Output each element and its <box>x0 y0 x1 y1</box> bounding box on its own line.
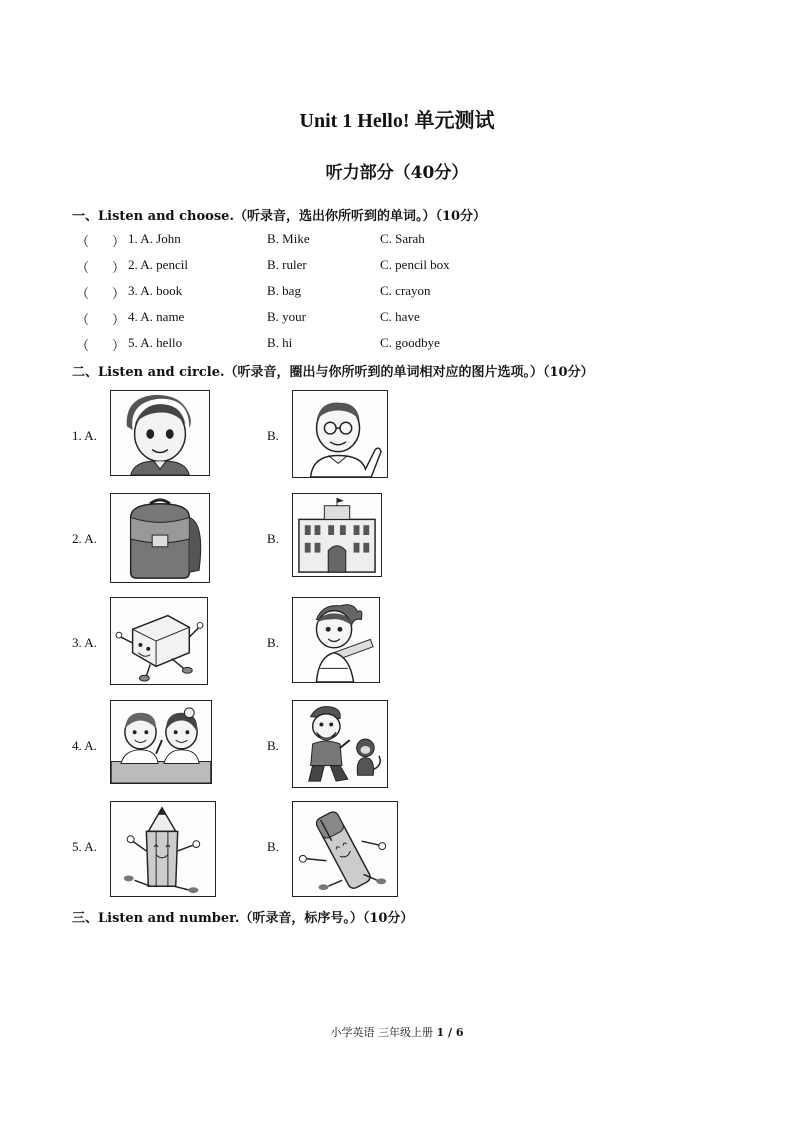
picture-label-b: B. <box>267 738 279 753</box>
boy-with-glasses-icon[interactable] <box>292 390 388 478</box>
page-title: Unit 1 Hello! 单元测试 <box>299 110 495 132</box>
girl-with-ruler-icon[interactable] <box>292 597 380 683</box>
option-a: 5. A. hello <box>128 335 183 350</box>
answer-paren-close: ） <box>112 312 126 327</box>
option-b: B. bag <box>267 283 301 298</box>
option-c: C. Sarah <box>380 231 425 246</box>
option-c: C. pencil box <box>380 257 450 272</box>
footer-text: 小学英语 三年级上册 <box>330 1026 437 1039</box>
picture-row-5 <box>72 801 432 899</box>
picture-row-1 <box>72 390 432 488</box>
picture-label-a: 2. A. <box>72 531 97 546</box>
option-a: 4. A. name <box>128 309 185 324</box>
answer-paren-open: （ <box>76 286 90 301</box>
picture-label-a: 3. A. <box>72 635 97 650</box>
page-subtitle: 听力部分（40分） <box>325 163 469 183</box>
pen-character-icon[interactable] <box>292 801 398 897</box>
page-number: 1 / 6 <box>436 1026 464 1039</box>
option-b: B. your <box>267 309 306 324</box>
option-c: C. crayon <box>380 283 431 298</box>
option-b: B. Mike <box>267 231 310 246</box>
answer-paren-open: （ <box>76 312 90 327</box>
picture-label-b: B. <box>267 635 279 650</box>
option-a: 1. A. John <box>128 231 181 246</box>
two-children-icon[interactable] <box>110 700 212 784</box>
picture-label-a: 1. A. <box>72 428 97 443</box>
answer-paren-open: （ <box>76 234 90 249</box>
picture-label-b: B. <box>267 531 279 546</box>
answer-paren-open: （ <box>76 338 90 353</box>
picture-row-4 <box>72 700 432 798</box>
picture-label-b: B. <box>267 428 279 443</box>
pencil-character-icon[interactable] <box>110 801 216 897</box>
answer-paren-close: ） <box>112 260 126 275</box>
option-a: 3. A. book <box>128 283 183 298</box>
picture-row-3 <box>72 597 432 695</box>
eraser-character-icon[interactable] <box>110 597 208 685</box>
picture-label-a: 4. A. <box>72 738 97 753</box>
answer-paren-close: ） <box>112 286 126 301</box>
section-heading-1: 一、Listen and choose.（听录音，选出你所听到的单词。）（10分） <box>72 209 487 224</box>
page-footer <box>0 1024 794 1040</box>
picture-label-b: B. <box>267 839 279 854</box>
option-b: B. hi <box>267 335 293 350</box>
answer-paren-open: （ <box>76 260 90 275</box>
option-a: 2. A. pencil <box>128 257 188 272</box>
picture-row-2 <box>72 493 432 591</box>
schoolbag-icon[interactable] <box>110 493 210 583</box>
grandpa-and-monkey-icon[interactable] <box>292 700 388 788</box>
option-c: C. goodbye <box>380 335 440 350</box>
picture-label-a: 5. A. <box>72 839 97 854</box>
option-c: C. have <box>380 309 420 324</box>
section-heading-3: 三、Listen and number.（听录音，标序号。）（10分） <box>72 911 414 926</box>
answer-paren-close: ） <box>112 234 126 249</box>
option-b: B. ruler <box>267 257 307 272</box>
section-heading-2: 二、Listen and circle.（听录音，圈出与你所听到的单词相对应的图片选项。）（10分） <box>72 365 594 380</box>
answer-paren-close: ） <box>112 338 126 353</box>
boy-portrait-icon[interactable] <box>110 390 210 476</box>
school-building-icon[interactable] <box>292 493 382 577</box>
